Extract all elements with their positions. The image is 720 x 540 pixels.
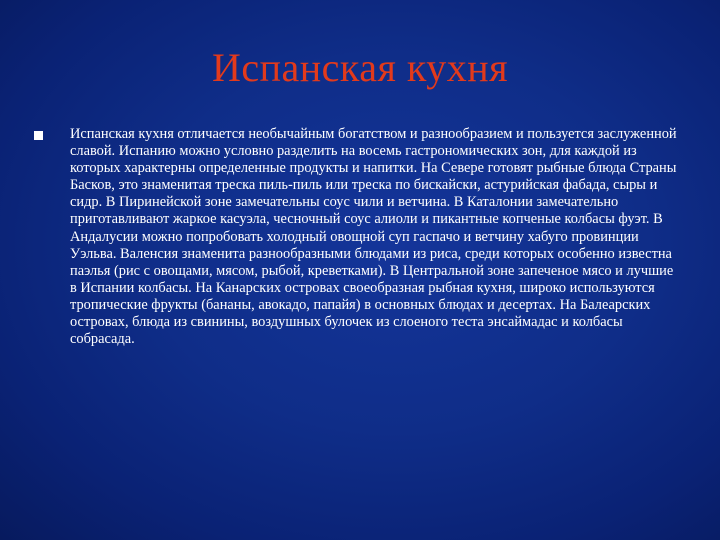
slide-title: Испанская кухня <box>211 45 509 90</box>
square-bullet-icon <box>34 131 43 140</box>
bullet-text: Испанская кухня отличается необычайным богатством и разнообразием и пользуется заслуженной славой. Испанию можно условно разделить на восемь гастрономических зон, для каждой из которых характерны определенные продукты и напитки. На Севере готовят рыбные блюда Страны Басков, это знаменитая треска пиль-пиль или треска по бискайски, астурийская фабада, сыры и сидр. В Пиринейской зоне замечательны соус чили и ветчина. В Каталонии замечательно приготавливают жаркое касуэла, чесночный соус алиоли и пикантные копченые колбасы фуэт. В Андалусии можно попробовать холодный овощной суп гаспачо и ветчину хабуго провинции Уэльва. Валенсия знаменита разнообразными блюдами из риса, среди которых особенно известна паэлья (рис с овощами, мясом, рыбой, креветками). В Центральной зоне запеченое мясо и лучшие в Испании колбасы. На Канарских островах своеобразная рыбная кухня, широко используются тропические фрукты (бананы, авокадо, папайя) в основных блюдах и десертах. На Балеарских островах, блюда из свинины, воздушных булочек из слоеного теста энсаймадас и колбасы собрасада. <box>70 126 677 348</box>
slide-content <box>34 126 684 348</box>
bullet-item <box>34 126 684 348</box>
